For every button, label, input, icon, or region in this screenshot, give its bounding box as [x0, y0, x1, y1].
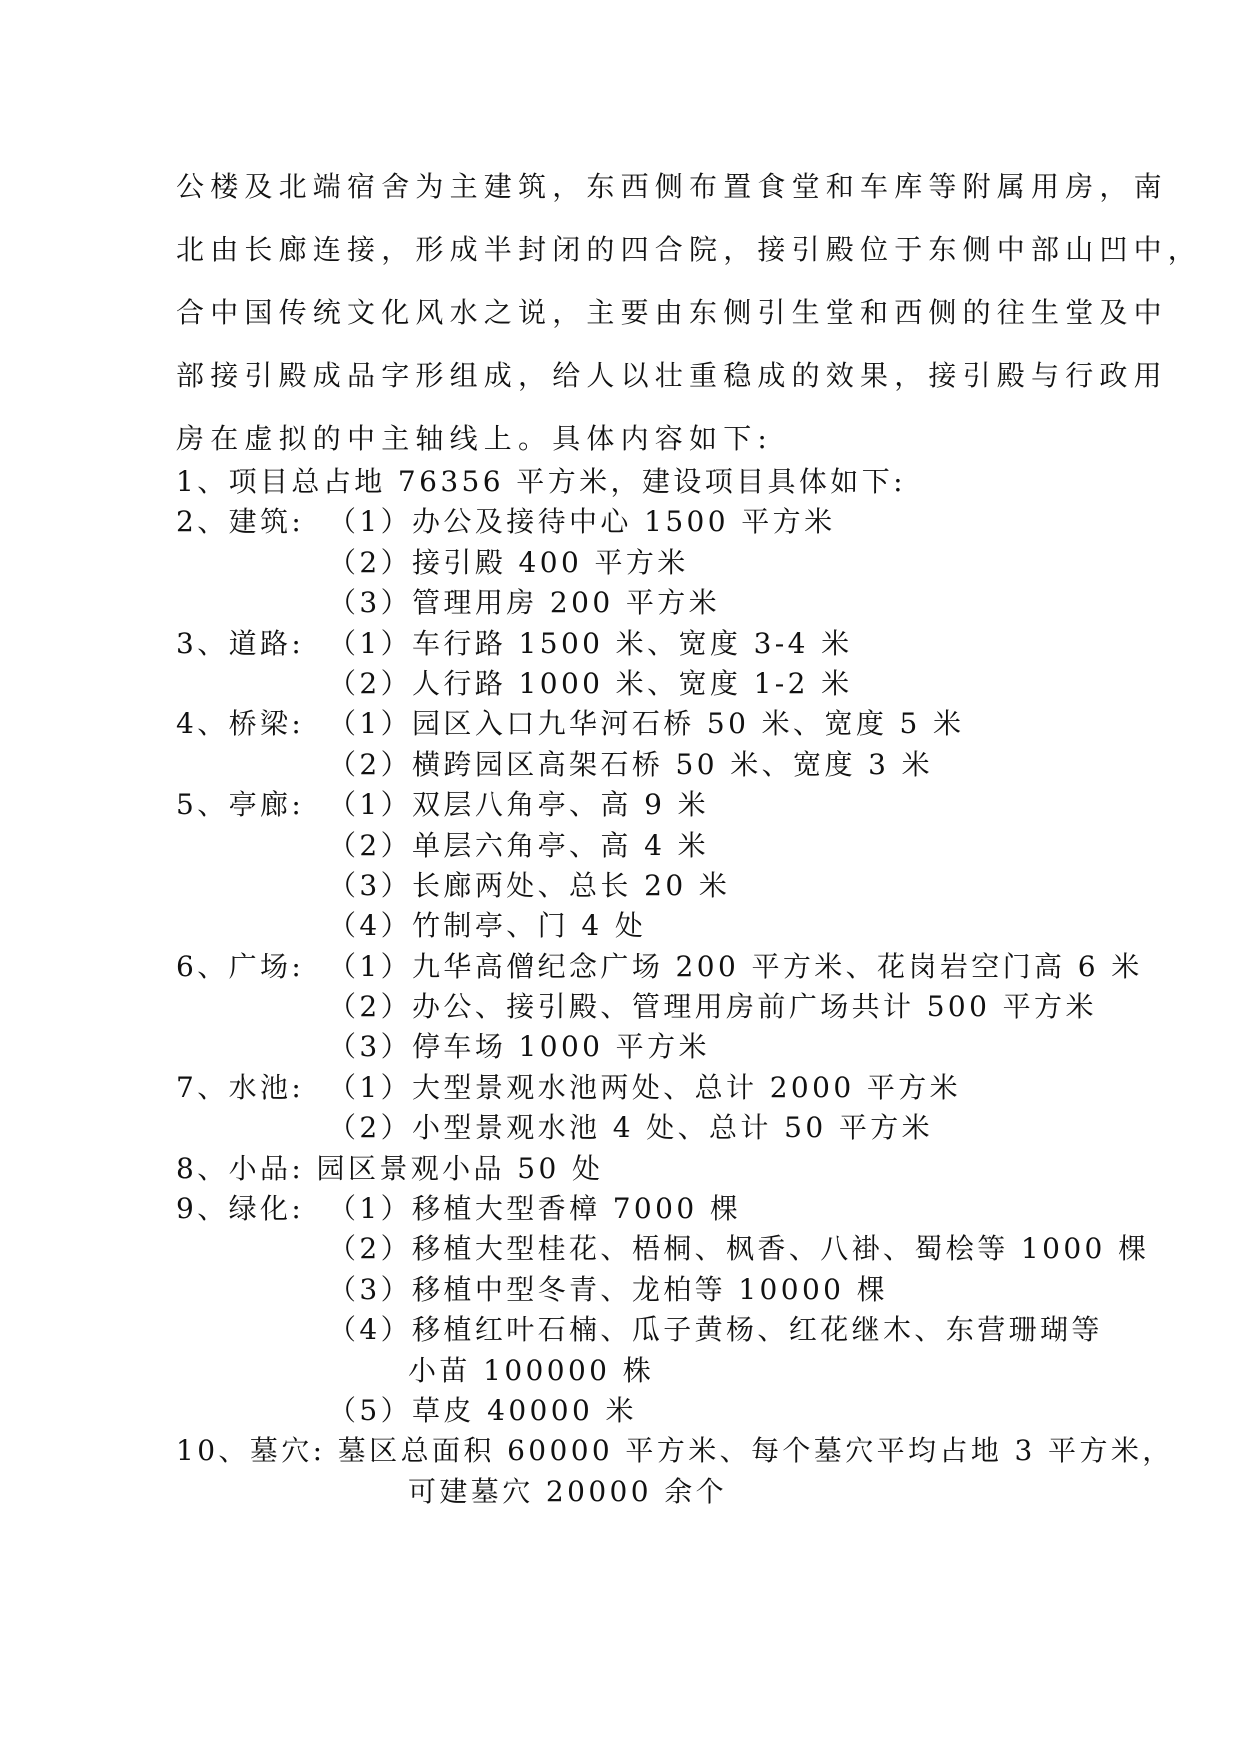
list-row [176, 987, 1136, 1027]
row-label: 9、绿化: [176, 1192, 305, 1226]
row-item: （1）九华高僧纪念广场 200 平方米、花岗岩空门高 6 米 [328, 949, 1143, 983]
paragraph-line: 公楼及北端宿舍为主建筑，东西侧布置食堂和车库等附属用房，南 [176, 170, 1168, 203]
row-item: （4）竹制亭、门 4 处 [328, 909, 647, 943]
list-row [176, 624, 1136, 664]
row-item: （1）大型景观水池两处、总计 2000 平方米 [328, 1070, 962, 1104]
list-row [176, 1189, 1136, 1229]
list-row [176, 906, 1136, 946]
list-row [176, 543, 1136, 583]
intro-paragraph [176, 160, 1203, 475]
row-label: 8、小品: 园区景观小品 50 处 [176, 1151, 604, 1185]
list-row [176, 1068, 1136, 1108]
list-row [176, 1027, 1136, 1067]
row-label: 6、广场: [176, 949, 305, 983]
row-item: （3）停车场 1000 平方米 [328, 1030, 710, 1064]
row-label: 5、亭廊: [176, 788, 305, 822]
row-item: （4）移植红叶石楠、瓜子黄杨、红花继木、东营珊瑚等 [328, 1313, 1103, 1347]
row-continuation: 小苗 100000 株 [408, 1353, 655, 1387]
paragraph-line: 房在虚拟的中主轴线上。具体内容如下: [176, 422, 774, 455]
list-row [176, 826, 1136, 866]
row-label: 2、建筑: [176, 505, 305, 539]
row-item: （3）管理用房 200 平方米 [328, 586, 721, 620]
list-row [176, 785, 1136, 825]
list-row [176, 1310, 1136, 1350]
list-row [176, 1229, 1150, 1269]
list-row [176, 1472, 1136, 1512]
row-item: （1）移植大型香樟 7000 棵 [328, 1192, 742, 1226]
row-item: （2）横跨园区高架石桥 50 米、宽度 3 米 [328, 747, 934, 781]
list-row [176, 664, 1136, 704]
row-item: （2）接引殿 400 平方米 [328, 545, 689, 579]
list-row [176, 1351, 1136, 1391]
row-item: （1）办公及接待中心 1500 平方米 [328, 505, 836, 539]
list-row [176, 947, 1143, 987]
list-row [176, 866, 1136, 906]
row-label: 10、墓穴: 墓区总面积 60000 平方米、每个墓穴平均占地 3 平方米， [176, 1434, 1174, 1468]
row-label: 7、水池: [176, 1070, 305, 1104]
paragraph-line: 部接引殿成品字形组成，给人以壮重稳成的效果，接引殿与行政用 [176, 359, 1168, 392]
list-row [176, 704, 1136, 744]
list-row [176, 745, 1136, 785]
list-row [176, 1149, 1136, 1189]
row-item: （2）人行路 1000 米、宽度 1-2 米 [328, 666, 853, 700]
list-row [176, 462, 1136, 502]
row-item: （2）移植大型桂花、梧桐、枫香、八褂、蜀桧等 1000 棵 [328, 1232, 1150, 1266]
row-item: （1）车行路 1500 米、宽度 3-4 米 [328, 626, 853, 660]
list-row [176, 502, 1136, 542]
row-item: （2）办公、接引殿、管理用房前广场共计 500 平方米 [328, 990, 1097, 1024]
row-label: 3、道路: [176, 626, 305, 660]
row-item: （1）双层八角亭、高 9 米 [328, 788, 710, 822]
row-label: 4、桥梁: [176, 707, 305, 741]
paragraph-line: 北由长廊连接，形成半封闭的四合院，接引殿位于东侧中部山凹中， [176, 233, 1203, 266]
row-label: 1、项目总占地 76356 平方米，建设项目具体如下: [176, 465, 906, 498]
row-item: （2）小型景观水池 4 处、总计 50 平方米 [328, 1111, 934, 1145]
list-row [176, 1108, 1136, 1148]
row-continuation: 可建墓穴 20000 余个 [408, 1474, 728, 1508]
list-row [176, 1431, 1174, 1471]
row-item: （2）单层六角亭、高 4 米 [328, 828, 710, 862]
list-row [176, 1270, 1136, 1310]
row-item: （1）园区入口九华河石桥 50 米、宽度 5 米 [328, 707, 965, 741]
row-item: （5）草皮 40000 米 [328, 1393, 637, 1427]
project-content-list [176, 462, 1174, 1512]
paragraph-line: 合中国传统文化风水之说，主要由东侧引生堂和西侧的往生堂及中 [176, 296, 1168, 329]
list-row [176, 1391, 1136, 1431]
row-item: （3）移植中型冬青、龙柏等 10000 棵 [328, 1272, 889, 1306]
list-row [176, 583, 1136, 623]
row-item: （3）长廊两处、总长 20 米 [328, 868, 731, 902]
